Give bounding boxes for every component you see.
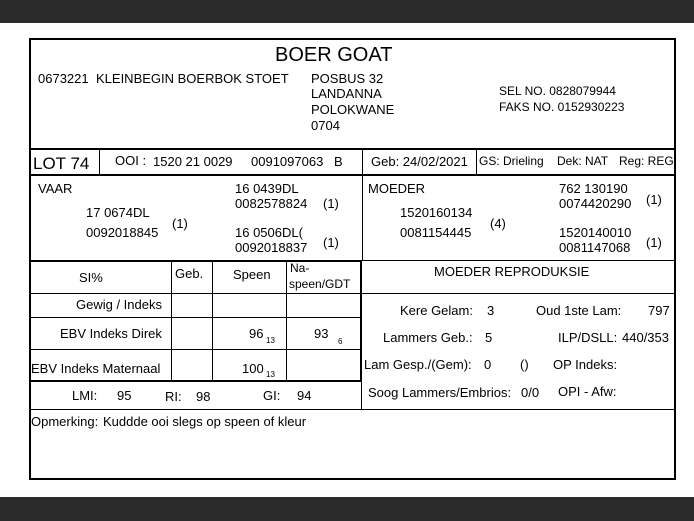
reproduction-title: MOEDER REPRODUKSIE (434, 264, 590, 279)
top-dark-band (0, 0, 694, 23)
ooi-label: OOI : (115, 153, 147, 168)
op-indeks-label: OP Indeks: (553, 357, 618, 372)
lam-gesp-label: Lam Gesp./(Gem): (364, 357, 472, 372)
sire-count: (1) (172, 216, 188, 231)
si-row-2 (31, 317, 360, 318)
oud-1ste-lam-value: 797 (648, 303, 670, 318)
si-header: SI% (79, 270, 103, 285)
kere-gelam-value: 3 (487, 303, 495, 318)
sire-id: 17 0674DL (86, 205, 150, 220)
soog-lammers-value: 0/0 (521, 385, 540, 400)
sire-sire-count: (1) (323, 196, 339, 211)
dam-sire-id: 762 130190 (559, 181, 628, 196)
si-col-1 (171, 261, 172, 381)
ooi-reg-number: 0091097063 (251, 154, 324, 169)
dam-dam-id: 1520140010 (559, 225, 632, 240)
dam-count: (4) (490, 216, 506, 231)
ooi-number: 1520 21 0029 (153, 154, 233, 169)
gi-label: GI: (263, 388, 281, 403)
cell-number: SEL NO. 0828079944 (499, 84, 616, 98)
ilp-dsll-value: 440/353 (622, 330, 669, 345)
breeder-code: 0673221 (38, 71, 89, 86)
lot-number: LOT 74 (33, 154, 90, 173)
dam-sire-count: (1) (646, 192, 662, 207)
reproduction-title-divider (362, 293, 675, 294)
si-col-3 (286, 261, 287, 381)
gs-birth-type: GS: Drieling (479, 154, 544, 168)
ri-label: RI: (165, 389, 182, 404)
speen-value-sub: 13 (266, 370, 275, 379)
remark-label: Opmerking: (31, 414, 99, 429)
lmi-label: LMI: (72, 388, 98, 403)
ri-value: 98 (196, 389, 211, 404)
dam-sire-reg: 0074420290 (559, 196, 632, 211)
divider-header (29, 148, 676, 150)
si-row-label: EBV Indeks Direk (60, 326, 162, 341)
dek-mating: Dek: NAT (557, 154, 609, 168)
address-line-1: POSBUS 32 (311, 71, 384, 86)
lammers-geb-value: 5 (485, 330, 493, 345)
dam-dam-reg: 0081147068 (559, 240, 631, 255)
si-row-1 (31, 293, 360, 294)
address-line-4: 0704 (311, 118, 340, 133)
lmi-value: 95 (117, 388, 132, 403)
geb-header: Geb. (175, 266, 204, 281)
sire-sire-id: 16 0439DL (235, 181, 299, 196)
dam-reg: 0081154445 (400, 225, 472, 240)
speen-value: 96 (249, 326, 264, 341)
lammers-geb-label: Lammers Geb.: (383, 330, 473, 345)
speen-value-sub: 13 (266, 336, 275, 345)
speen-header: Speen (233, 267, 271, 282)
ilp-dsll-label: ILP/DSLL: (558, 330, 618, 345)
page-title: BOER GOAT (275, 44, 393, 66)
si-col-2 (212, 261, 213, 381)
breeder-name: KLEINBEGIN BOERBOK STOET (96, 71, 289, 86)
si-row-label: EBV Indeks Maternaal (31, 361, 161, 376)
sire-dam-id: 16 0506DL( (235, 225, 303, 240)
naspeen-header-1: Na- (290, 261, 310, 275)
opi-afw-label: OPI - Afw: (558, 384, 617, 399)
birth-date: Geb: 24/02/2021 (371, 154, 468, 169)
fax-number: FAKS NO. 0152930223 (499, 100, 625, 114)
lot-divider-3 (476, 150, 477, 174)
dam-label: MOEDER (368, 181, 426, 196)
reg-status: Reg: REG (619, 154, 674, 168)
address-line-3: POLOKWANE (311, 102, 395, 117)
lam-gesp-gem: () (520, 357, 529, 372)
ooi-grade: B (334, 154, 343, 169)
naspeen-header-2: speen/GDT (289, 277, 351, 291)
divider-lot (29, 174, 676, 176)
naspeen-value-sub: 6 (338, 337, 343, 346)
sire-sire-reg: 0082578824 (235, 196, 308, 211)
bottom-dark-band (0, 497, 694, 521)
pedigree-divider (362, 175, 363, 261)
lam-gesp-value: 0 (484, 357, 492, 372)
soog-lammers-label: Soog Lammers/Embrios: (368, 385, 512, 400)
si-row-3 (31, 349, 360, 350)
dam-id: 1520160134 (400, 205, 473, 220)
speen-value: 100 (242, 361, 264, 376)
dam-dam-count: (1) (646, 235, 662, 250)
lot-divider-1 (99, 150, 100, 174)
sire-label: VAAR (38, 181, 73, 196)
kere-gelam-label: Kere Gelam: (400, 303, 473, 318)
lot-divider-2 (362, 150, 363, 174)
sire-reg: 0092018845 (86, 225, 159, 240)
sire-dam-count: (1) (323, 235, 339, 250)
oud-1ste-lam-label: Oud 1ste Lam: (536, 303, 622, 318)
address-line-2: LANDANNA (311, 86, 382, 101)
gi-value: 94 (297, 388, 312, 403)
si-row-label: Gewig / Indeks (76, 297, 162, 312)
sire-dam-reg: 0092018837 (235, 240, 308, 255)
naspeen-value: 93 (314, 326, 329, 341)
divider-remark (29, 409, 676, 410)
remark-text: Kuddde ooi slegs op speen of kleur (103, 414, 307, 429)
